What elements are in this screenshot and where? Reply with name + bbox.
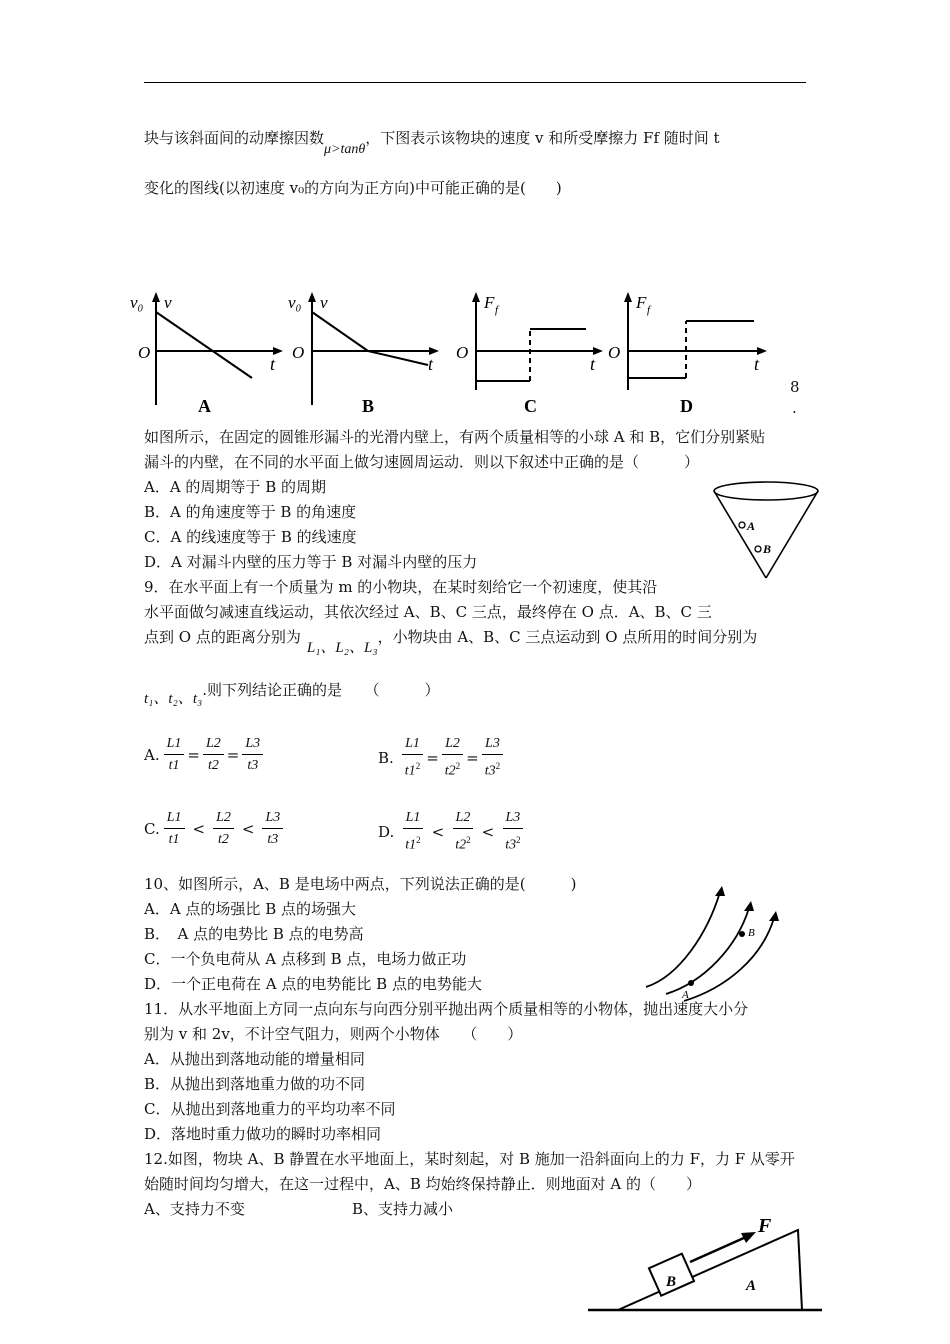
graph-a-t: t [270, 354, 276, 374]
q9-option-c [144, 810, 285, 848]
graph-a-origin: O [138, 343, 151, 362]
q8-option-a: A．A 的周期等于 B 的周期 [144, 478, 326, 496]
graph-a-y-arrow [152, 292, 160, 302]
q9-option-a [144, 736, 265, 774]
lt-sign: < [192, 820, 206, 838]
eq-sign: = [226, 746, 240, 764]
graph-b-t: t [428, 354, 434, 374]
q8-stem-1: 如图所示，在固定的圆锥形漏斗的光滑内壁上，有两个质量相等的小球 A 和 B，它们分别紧贴 [144, 428, 766, 446]
field-line-2 [666, 908, 749, 994]
frac-c-1: $\frac{L1}{t1}$ [164, 810, 185, 848]
field-line-3 [684, 918, 774, 1001]
q9-option-d-label: D. [378, 822, 395, 841]
q12-option-a: A、支持力不变 [144, 1200, 245, 1218]
graph-a-label: A [198, 396, 211, 416]
q9-option-b [378, 736, 505, 780]
graph-b-label: B [362, 396, 375, 416]
graph-c-f: F [484, 293, 495, 312]
q9-stem-4: t₁、t₂、t₃.则下列结论正确的是 （ ） [144, 681, 440, 707]
frac-a-3: $\frac{L3}{t3}$ [242, 736, 263, 774]
q10-option-b: B． A 点的电势比 B 点的电势高 [144, 925, 364, 943]
q8-option-b: B．A 的角速度等于 B 的角速度 [144, 503, 357, 521]
q8-option-d: D．A 对漏斗内壁的压力等于 B 对漏斗内壁的压力 [144, 553, 478, 571]
frac-c-3: $\frac{L3}{t3}$ [262, 810, 283, 848]
eq-sign: = [187, 746, 200, 764]
q10-stem: 10、如图所示，A、B 是电场中两点，下列说法正确的是( ) [144, 875, 577, 893]
graph-c-y-arrow [472, 292, 480, 302]
q11-option-a: A．从抛出到落地动能的增量相同 [144, 1050, 365, 1068]
q11-option-d: D．落地时重力做功的瞬时功率相同 [144, 1125, 382, 1143]
q11-stem-2: 别为 v 和 2v，不计空气阻力，则两个小物体 （ ） [144, 1025, 523, 1043]
field-line-1 [646, 892, 720, 987]
field-line-1-arrow [715, 886, 725, 896]
graph-b-v: v [320, 293, 328, 312]
eq-sign: = [466, 748, 479, 767]
q9-option-a-label: A. [144, 746, 160, 764]
q9-stem-3: 点到 O 点的距离分别为L₁、L₂、L₃，小物块由 A、B、C 三点运动到 O 点所用的时间分别为 [144, 628, 758, 656]
var-t1: t₁ [144, 691, 154, 707]
graph-d-y-arrow [624, 292, 632, 302]
block-b-label: B [666, 1274, 677, 1290]
wedge-a [618, 1230, 802, 1310]
wedge-a-label: A [746, 1278, 757, 1294]
q7-text-b: ，下图表示该物块的速度 v 和所受摩擦力 Ff 随时间 t [365, 129, 720, 147]
point-a-label: A [682, 989, 689, 1001]
q10-option-c: C．一个负电荷从 A 点移到 B 点，电场力做正功 [144, 950, 467, 968]
frac-b-1: $\frac{L1}{t1^2}$ [402, 736, 423, 780]
q10-option-d: D．一个正电荷在 A 点的电势能比 B 点的电势能大 [144, 975, 482, 993]
funnel-figure [708, 478, 830, 584]
force-f-arrow [690, 1237, 746, 1262]
q8-number: 8 [790, 378, 800, 396]
graph-c-t: t [590, 354, 596, 374]
funnel-rim [714, 482, 818, 500]
frac-b-2: $\frac{L2}{t2^2}$ [442, 736, 463, 780]
graph-d-label: D [680, 396, 693, 416]
q7-line1 [144, 128, 720, 157]
funnel-right-wall [766, 491, 818, 578]
var-L3: L₃ [364, 640, 378, 656]
point-b-label: B [748, 927, 755, 939]
q9-stem-2: 水平面做匀减速直线运动，其依次经过 A、B、C 三点，最终停在 O 点．A、B、C 三 [144, 603, 712, 621]
q9-stem-3a: 点到 O 点的距离分别为 [144, 628, 301, 646]
q11-option-b: B．从抛出到落地重力做的功不同 [144, 1075, 366, 1093]
var-L2: L₂ [335, 640, 349, 656]
graph-b-origin: O [292, 343, 305, 362]
q8-stem-2: 漏斗的内壁，在不同的水平面上做匀速圆周运动．则以下叙述中正确的是（ ） [144, 453, 700, 471]
q12-option-b: B、支持力减小 [352, 1200, 454, 1218]
graph-b-line-2 [368, 351, 428, 365]
ball-a [739, 522, 745, 528]
graph-d-t: t [754, 354, 760, 374]
graph-a-v0: v₀ [130, 293, 144, 312]
frac-b-3: $\frac{L3}{t3^2}$ [482, 736, 503, 780]
q11-stem-1: 11．从水平地面上方同一点向东与向西分别平抛出两个质量相等的小物体，抛出速度大小分 [144, 1000, 749, 1018]
lt-sign: < [481, 822, 495, 841]
q11-option-c: C．从抛出到落地重力的平均功率不同 [144, 1100, 396, 1118]
mu-expression: μ>tanθ [324, 142, 366, 157]
field-line-2-arrow [744, 901, 754, 911]
graph-c [448, 290, 608, 420]
frac-d-2: $\frac{L2}{t2^2}$ [452, 810, 473, 854]
graph-b-line-1 [312, 312, 368, 351]
graph-b-v0: v₀ [288, 293, 302, 312]
var-t3: t₃ [192, 691, 203, 707]
q12-stem-1: 12.如图，物块 A、B 静置在水平地面上，某时刻起，对 B 施加一沿斜面向上的力 F，力 F 从零开 [144, 1150, 795, 1168]
point-a [688, 980, 694, 986]
q9-option-c-label: C. [144, 820, 160, 838]
field-lines-figure [642, 884, 782, 1004]
header-rule [144, 82, 806, 83]
eq-sign: = [426, 748, 439, 767]
q10-option-a: A．A 点的场强比 B 点的场强大 [144, 900, 356, 918]
q9-stem-4-text: .则下列结论正确的是 （ ） [202, 681, 440, 699]
q8-number-dot: . [792, 399, 797, 417]
frac-d-1: $\frac{L1}{t1^2}$ [402, 810, 423, 854]
graph-a-v: v [164, 293, 172, 312]
ball-b-label: B [763, 542, 772, 556]
field-line-3-arrow [769, 911, 779, 921]
q9-stem-3b: ，小物块由 A、B、C 三点运动到 O 点所用的时间分别为 [377, 628, 758, 646]
incline-figure [586, 1210, 826, 1315]
force-f-arrowhead [741, 1232, 756, 1243]
graph-b [288, 290, 448, 420]
graph-d [604, 290, 774, 420]
lt-sign: < [241, 820, 255, 838]
graph-b-y-arrow [308, 292, 316, 302]
graph-c-f-sub: f [495, 304, 499, 316]
graph-d-f-sub: f [647, 304, 651, 316]
q7-text-a: 块与该斜面间的动摩擦因数 [144, 129, 325, 147]
q9-stem-1: 9．在水平面上有一个质量为 m 的小物块，在某时刻给它一个初速度，使其沿 [144, 578, 658, 596]
funnel-left-wall [714, 491, 766, 578]
q12-stem-2: 始随时间均匀增大，在这一过程中，A、B 均始终保持静止．则地面对 A 的（ ） [144, 1175, 701, 1193]
q7-line2: 变化的图线(以初速度 v₀的方向为正方向)中可能正确的是( ) [144, 179, 562, 197]
graph-c-origin: O [456, 343, 469, 362]
frac-c-2: $\frac{L2}{t2}$ [213, 810, 234, 848]
q9-option-d [378, 810, 526, 854]
ball-b [755, 546, 761, 552]
graph-d-f: F [636, 293, 647, 312]
q8-option-c: C．A 的线速度等于 B 的线速度 [144, 528, 357, 546]
ball-a-label: A [747, 519, 756, 533]
frac-d-3: $\frac{L3}{t3^2}$ [502, 810, 523, 854]
graph-a-line [156, 312, 252, 378]
point-b [739, 931, 745, 937]
var-t2: t₂ [168, 691, 178, 707]
graph-a [128, 290, 288, 420]
graph-c-label: C [524, 396, 537, 416]
q9-option-b-label: B. [378, 748, 394, 767]
frac-a-1: $\frac{L1}{t1}$ [164, 736, 185, 774]
force-f-label: F [758, 1215, 772, 1237]
graph-d-origin: O [608, 343, 621, 362]
frac-a-2: $\frac{L2}{t2}$ [203, 736, 224, 774]
var-L1: L₁ [306, 640, 321, 656]
lt-sign: < [431, 822, 445, 841]
